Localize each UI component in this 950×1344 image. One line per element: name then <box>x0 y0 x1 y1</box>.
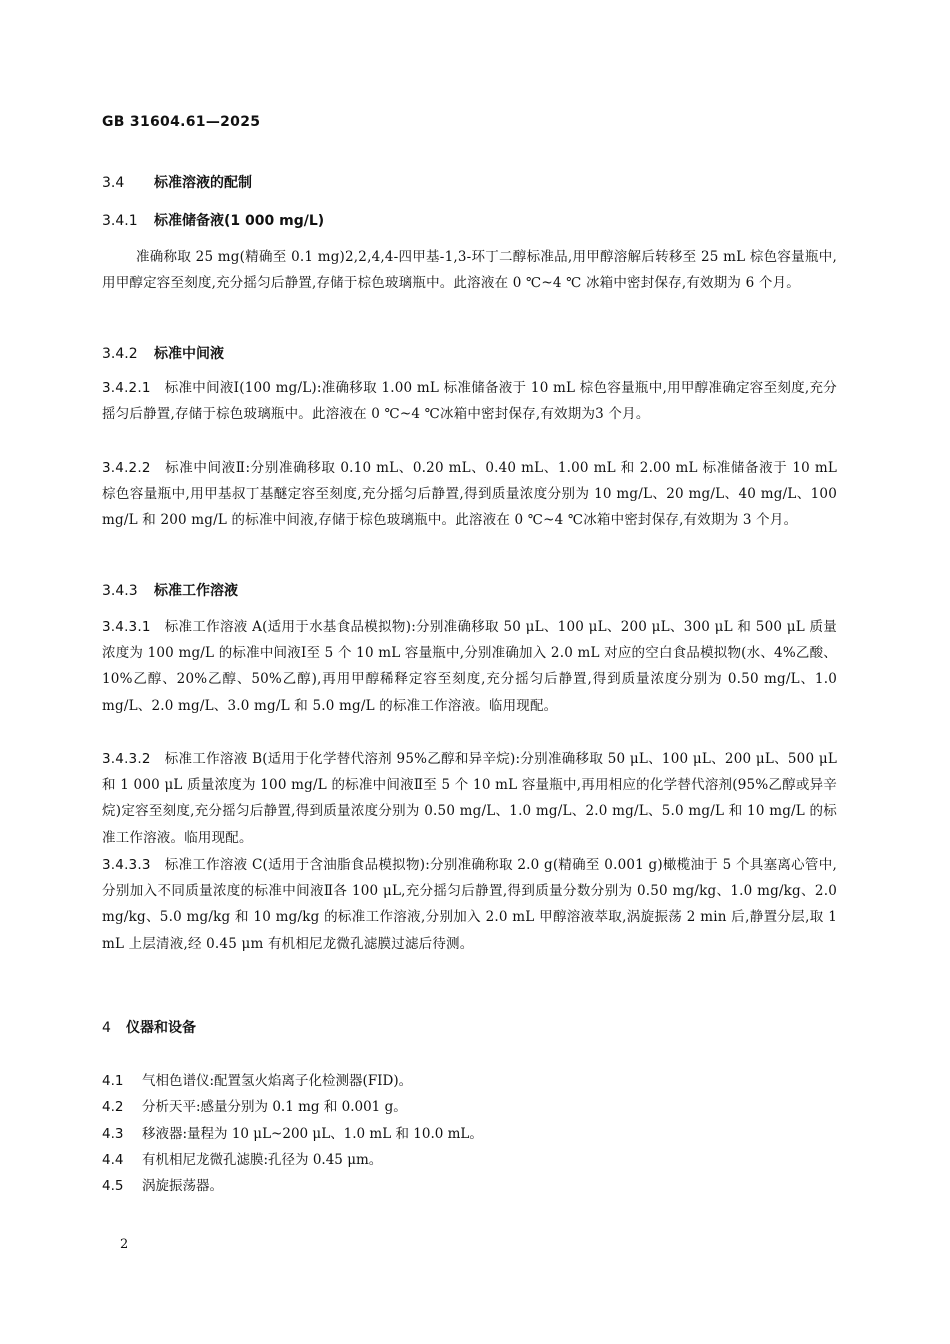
item-number: 4.2 <box>102 1099 124 1115</box>
item-number: 4.5 <box>102 1178 124 1194</box>
section-title: 标准工作溶液 <box>154 583 238 599</box>
paragraph-3-4-3-1 <box>102 614 837 719</box>
list-item <box>102 1174 223 1194</box>
item-number: 4.4 <box>102 1152 124 1168</box>
item-text: 有机相尼龙微孔滤膜:孔径为 0.45 μm。 <box>142 1152 383 1168</box>
clause-number: 3.4.2.1 <box>102 380 151 396</box>
paragraph-3-4-1: 准确称取 25 mg(精确至 0.1 mg)2,2,4,4-四甲基-1,3-环丁二醇标准品,用甲醇溶解后转移至 25 mL 棕色容量瓶中,用甲醇定容至刻度,充分摇匀后静置,存储于棕色玻璃瓶中。此溶液在 0 ℃~4 ℃ 冰箱中密封保存,有效期为 6 个月。 <box>102 249 837 292</box>
paragraph-3-4-3-2 <box>102 746 837 851</box>
list-item <box>102 1122 483 1142</box>
list-item <box>102 1148 382 1168</box>
clause-text: 标准工作溶液 C(适用于含油脂食品模拟物):分别准确称取 2.0 g(精确至 0.001 g)橄榄油于 5 个具塞离心管中,分别加入不同质量浓度的标准中间液Ⅱ各 100 μL,充分摇匀后静置,得到质量分数分别为 0.50 mg/kg、1.0 mg/kg、2.0 mg/kg、5.0 mg/kg 和 10 mg/kg 的标准工作溶液,分别加入 2.0 mL 甲醇溶液萃取,涡旋振荡 2 min 后,静置分层,取 1 mL 上层清液,经 0.45 μm 有机相尼龙微孔滤膜过滤后待测。 <box>102 857 837 952</box>
section-number: 4 <box>102 1020 111 1036</box>
item-text: 气相色谱仪:配置氢火焰离子化检测器(FID)。 <box>142 1073 413 1089</box>
standard-id: GB 31604.61—2025 <box>102 114 261 130</box>
clause-text: 标准中间液Ⅱ:分别准确移取 0.10 mL、0.20 mL、0.40 mL、1.00 mL 和 2.00 mL 标准储备液于 10 mL 棕色容量瓶中,用甲基叔丁基醚定容至刻度,充分摇匀后静置,得到质量浓度分别为 10 mg/L、20 mg/L、40 mg/L、100 mg/L 和 200 mg/L 的标准中间液,存储于棕色玻璃瓶中。此溶液在 0 ℃~4 ℃冰箱中密封保存,有效期为 3 个月。 <box>102 460 837 529</box>
section-heading-3-4-1 <box>102 210 324 230</box>
section-title: 标准溶液的配制 <box>154 175 252 191</box>
section-number: 3.4.3 <box>102 583 138 599</box>
item-number: 4.1 <box>102 1073 124 1089</box>
section-title: 仪器和设备 <box>126 1020 196 1036</box>
section-number: 3.4.1 <box>102 213 138 229</box>
section-heading-4 <box>102 1017 196 1037</box>
section-title: 标准储备液(1 000 mg/L) <box>154 213 325 229</box>
list-item <box>102 1095 407 1115</box>
item-text: 移液器:量程为 10 μL~200 μL、1.0 mL 和 10.0 mL。 <box>142 1126 483 1142</box>
clause-text: 标准中间液Ⅰ(100 mg/L):准确移取 1.00 mL 标准储备液于 10 mL 棕色容量瓶中,用甲醇准确定容至刻度,充分摇匀后静置,存储于棕色玻璃瓶中。此溶液在 0 ℃~4 ℃冰箱中密封保存,有效期为3 个月。 <box>102 380 837 423</box>
paragraph-3-4-2-2 <box>102 455 837 534</box>
clause-text: 标准工作溶液 B(适用于化学替代溶剂 95%乙醇和异辛烷):分别准确移取 50 μL、100 μL、200 μL、500 μL 和 1 000 μL 质量浓度为 100 mg/L 的标准中间液Ⅱ至 5 个 10 mL 容量瓶中,再用相应的化学替代溶剂(95%乙醇或异辛烷)定容至刻度,充分摇匀后静置,得到质量浓度分别为 0.50 mg/L、1.0 mg/L、2.0 mg/L、5.0 mg/L 和 10 mg/L 的标准工作溶液。临用现配。 <box>102 751 837 846</box>
clause-number: 3.4.3.1 <box>102 619 151 635</box>
item-text: 涡旋振荡器。 <box>142 1178 223 1194</box>
clause-number: 3.4.3.2 <box>102 751 151 767</box>
paragraph-3-4-2-1 <box>102 375 837 427</box>
section-number: 3.4 <box>102 175 125 191</box>
section-number: 3.4.2 <box>102 346 138 362</box>
section-heading-3-4-3 <box>102 580 238 600</box>
item-text: 分析天平:感量分别为 0.1 mg 和 0.001 g。 <box>142 1099 407 1115</box>
clause-number: 3.4.3.3 <box>102 857 151 873</box>
paragraph-3-4-3-3 <box>102 852 837 957</box>
clause-text: 标准工作溶液 A(适用于水基食品模拟物):分别准确移取 50 μL、100 μL、200 μL、300 μL 和 500 μL 质量浓度为 100 mg/L 的标准中间液Ⅰ至 5 个 10 mL 容量瓶中,分别准确加入 2.0 mL 对应的空白食品模拟物(水、4%乙酸、10%乙醇、20%乙醇、50%乙醇),再用甲醇稀释定容至刻度,充分摇匀后静置,得到质量浓度分别为 0.50 mg/L、1.0 mg/L、2.0 mg/L、3.0 mg/L 和 5.0 mg/L 的标准工作溶液。临用现配。 <box>102 619 837 714</box>
list-item <box>102 1069 412 1089</box>
page-number: 2 <box>120 1237 129 1252</box>
section-heading-3-4 <box>102 172 252 192</box>
section-heading-3-4-2 <box>102 343 224 363</box>
clause-number: 3.4.2.2 <box>102 460 151 476</box>
section-title: 标准中间液 <box>154 346 224 362</box>
item-number: 4.3 <box>102 1126 124 1142</box>
